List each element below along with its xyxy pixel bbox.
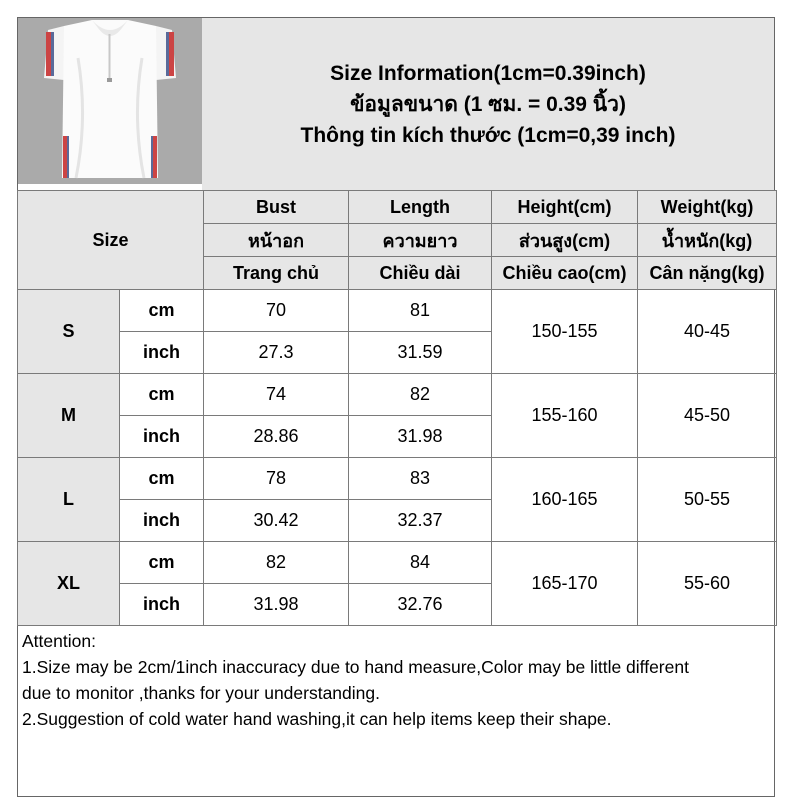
length-inch: 31.98	[349, 416, 492, 458]
height-range: 165-170	[492, 542, 638, 626]
size-label: L	[18, 458, 120, 542]
table-row	[18, 458, 777, 500]
bust-inch: 30.42	[204, 500, 349, 542]
length-cm: 81	[349, 290, 492, 332]
weight-range: 50-55	[638, 458, 777, 542]
col-length-th: ความยาว	[349, 224, 492, 257]
attention-notes	[18, 626, 774, 796]
bust-cm: 70	[204, 290, 349, 332]
unit-inch: inch	[120, 584, 204, 626]
unit-cm: cm	[120, 290, 204, 332]
col-bust: Bust	[204, 191, 349, 224]
length-cm: 83	[349, 458, 492, 500]
unit-cm: cm	[120, 542, 204, 584]
unit-cm: cm	[120, 374, 204, 416]
size-label: M	[18, 374, 120, 458]
length-cm: 84	[349, 542, 492, 584]
bust-inch: 28.86	[204, 416, 349, 458]
header-line-en: Size Information(1cm=0.39inch)	[330, 61, 646, 85]
length-inch: 32.76	[349, 584, 492, 626]
col-weight-th: น้ำหนัก(kg)	[638, 224, 777, 257]
col-weight: Weight(kg)	[638, 191, 777, 224]
col-bust-vi: Trang chủ	[204, 257, 349, 290]
header-line-vi: Thông tin kích thước (1cm=0,39 inch)	[300, 123, 676, 147]
col-weight-vi: Cân nặng(kg)	[638, 257, 777, 290]
length-inch: 32.37	[349, 500, 492, 542]
table-row	[18, 542, 777, 584]
header-line-th: ข้อมูลขนาด (1 ซม. = 0.39 นิ้ว)	[350, 92, 626, 116]
length-cm: 82	[349, 374, 492, 416]
size-table	[17, 190, 777, 626]
note-line-1a: 1.Size may be 2cm/1inch inaccuracy due to hand measure,Color may be little different	[22, 657, 689, 677]
height-range: 155-160	[492, 374, 638, 458]
bust-inch: 27.3	[204, 332, 349, 374]
weight-range: 40-45	[638, 290, 777, 374]
dress-image-icon	[18, 18, 202, 184]
col-height-th: ส่วนสูง(cm)	[492, 224, 638, 257]
bust-cm: 82	[204, 542, 349, 584]
product-photo	[18, 18, 202, 184]
bust-cm: 74	[204, 374, 349, 416]
note-line-2: 2.Suggestion of cold water hand washing,it can help items keep their shape.	[22, 709, 612, 729]
col-height-vi: Chiều cao(cm)	[492, 257, 638, 290]
table-row	[18, 290, 777, 332]
col-length: Length	[349, 191, 492, 224]
header-row-en	[18, 191, 777, 224]
size-title: Size	[18, 191, 204, 290]
size-information-header	[202, 18, 774, 190]
note-line-1b: due to monitor ,thanks for your understanding.	[22, 683, 380, 703]
height-range: 160-165	[492, 458, 638, 542]
col-height: Height(cm)	[492, 191, 638, 224]
unit-inch: inch	[120, 500, 204, 542]
table-row	[18, 374, 777, 416]
size-label: S	[18, 290, 120, 374]
size-label: XL	[18, 542, 120, 626]
bust-cm: 78	[204, 458, 349, 500]
col-bust-th: หน้าอก	[204, 224, 349, 257]
weight-range: 55-60	[638, 542, 777, 626]
col-length-vi: Chiều dài	[349, 257, 492, 290]
length-inch: 31.59	[349, 332, 492, 374]
unit-cm: cm	[120, 458, 204, 500]
bust-inch: 31.98	[204, 584, 349, 626]
unit-inch: inch	[120, 332, 204, 374]
height-range: 150-155	[492, 290, 638, 374]
unit-inch: inch	[120, 416, 204, 458]
notes-title: Attention:	[22, 631, 96, 651]
weight-range: 45-50	[638, 374, 777, 458]
